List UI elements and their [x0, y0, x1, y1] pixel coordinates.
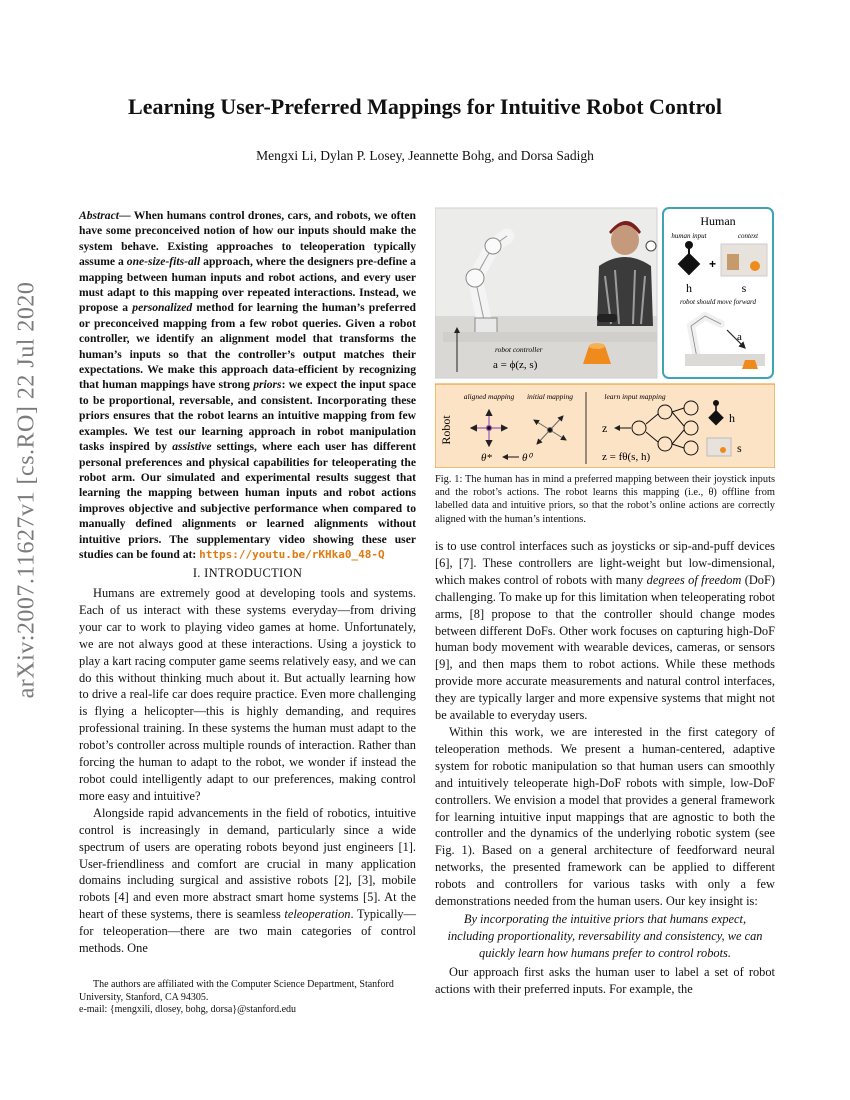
aligned-mapping-label: aligned mapping	[463, 392, 515, 401]
context-cup	[750, 261, 760, 271]
mapping-panel	[435, 384, 775, 468]
abstract-text-2: approach, where the designers pre-define a mapping between human inputs and robot actions, and every user must adapt to this mapping over repeated interactions. Instead, we propose a	[79, 255, 416, 315]
abstract-lead: Abstract	[79, 209, 119, 222]
abstract-emphasis-2: personalized	[132, 301, 193, 315]
figure-1-graphic	[435, 206, 775, 468]
abstract-emphasis-3: priors	[253, 378, 282, 392]
introduction-body	[79, 585, 416, 957]
arxiv-identifier: arXiv:2007.11627v1 [cs.RO] 22 Jul 2020	[13, 281, 40, 699]
footnote-affiliation: The authors are affiliated with the Computer Science Department, Stanford University, Stanford, CA 94305.	[79, 979, 394, 1003]
paper-title: Learning User-Preferred Mappings for Intuitive Robot Control	[128, 94, 722, 119]
abstract	[79, 208, 416, 562]
right-p1-text-a: is to use control interfaces such as joysticks or sip-and-puff devices [6], [7]. These controllers are light-weight but low-dimensional, which makes control of robots with many	[435, 539, 775, 587]
abstract-text-4: : we expect the input space to be proportional, reversable, and consistent. Incorporating these priors ensures that the robot learns an intuitive mapping from few examples. We test our learning approach in robot manipulation tasks inspired by	[79, 378, 417, 454]
right-paragraph-2: Within this work, we are interested in the first category of teleoperation methods. We present a human-centered, adaptive system for robotic manipulation so that human users can smoothly and intuitively teleoperate high-DoF robots with simple, low-DoF controllers. We envision a model that provides a general framework for learning intuitive input mappings that are agnostic to both the controller and the dynamics of the underlying robotic system (see Fig. 1). Based on a general architecture of feedforward neural networks, the presented framework can be applied to different robots and controllers for various tasks with only a few demonstrations needed from the human users. Our key insight is:	[435, 724, 775, 909]
abstract-text-1: — When humans control drones, cars, and robots, we often have some preconceived notion of how our inputs should make the system behave. Existing approaches to teleoperation typically assume a	[79, 209, 416, 269]
intro-p2-text-b: . Typically—for teleoperation—there are two main categories of control methods. One	[79, 907, 416, 956]
h-label-panel: h	[729, 411, 735, 425]
right-p1-emphasis: degrees of freedom	[646, 572, 742, 587]
robot-should-label: robot should move forward	[680, 298, 756, 306]
context-label: context	[737, 232, 759, 240]
section-heading-introduction: I. INTRODUCTION	[192, 566, 303, 580]
abstract-emphasis-1: one-size-fits-all	[126, 255, 201, 269]
robot-controller-text: robot controller	[495, 345, 543, 354]
z-equation: z = fθ(s, h)	[602, 451, 651, 463]
intro-p2-emphasis: teleoperation	[284, 907, 351, 922]
robot-label: Robot	[439, 415, 453, 445]
intro-p2-text-a: Alongside rapid advancements in the field of robotics, intuitive control is increasingly in demand, particularly since a wide spectrum of users are operating robots beyond just engineers [1]. User-friendliness and comfort are crucial in many application domains including surgical and assistive robots [2], [3], mobile robots [4] and even more abstract smart home systems [5]. At the heart of these systems, there is seamless	[79, 805, 416, 922]
key-insight: By incorporating the intuitive priors that humans expect, including proportionality, reversability and consistency, we can quickly learn how humans prefer to control robots.	[447, 911, 763, 960]
context-photo-small	[707, 438, 731, 456]
right-p1-text-b: (DoF) challenging. To make up for this limitation when teleoperating robot arms, [8] propose to that the controller should change modes between different DoFs. Other work focuses on capturing high-DoF human body movement with wearable devices, cameras, or sensors [9], and then maps them to robot actions. While these methods provide more accurate measurements and natural control interfaces, they are typically larger and more expensive systems that might not be available to everyday users.	[435, 572, 775, 723]
right-column-body	[435, 538, 775, 997]
human-box-title: Human	[700, 214, 736, 228]
figure-1-caption: Fig. 1: The human has in mind a preferred mapping between their joystick inputs and the robot’s actions. The robot learns this mapping (i.e., θ) offline from labelled data and intuitive priors, so that the robot’s online actions are correctly aligned with the human’s intentions.	[435, 474, 775, 525]
context-object	[727, 254, 739, 270]
learn-input-mapping-label: learn input mapping	[604, 392, 666, 401]
right-paragraph-3: Our approach first asks the human user to label a set of robot actions with their preferred inputs. For example, the	[435, 964, 775, 996]
arxiv-sidebar	[4, 280, 50, 700]
theta-zero-label: θ⁰	[522, 452, 532, 464]
z-label: z	[602, 421, 608, 435]
intro-paragraph-2	[79, 805, 416, 957]
context-cup-small	[720, 447, 726, 453]
right-paragraph-1	[435, 538, 775, 724]
h-label: h	[686, 281, 692, 295]
abstract-emphasis-4: assistive	[172, 440, 212, 454]
figure-1	[435, 206, 775, 468]
footnote	[79, 979, 416, 1017]
plus-icon: +	[709, 257, 717, 271]
s-label: s	[741, 281, 747, 295]
abstract-text-3: method for learning the human’s preferred or preconceived mapping from a few robot queries. Given a robot controller, we identify an alignment model that transforms the human’s inputs so that the controller’s output matches their expectations. We make this approach data-efficient by recognizing that human mappings have strong	[79, 301, 416, 392]
human-input-label: human input	[671, 232, 707, 240]
human-box	[663, 208, 773, 378]
footnote-email: e-mail: {mengxili, dlosey, bohg, dorsa}@stanford.edu	[79, 1004, 297, 1016]
s-label-panel: s	[737, 441, 742, 455]
initial-mapping-label: initial mapping	[526, 392, 574, 401]
controller-equation: a = ϕ(z, s)	[493, 359, 538, 371]
theta-star-label: θ*	[481, 452, 492, 464]
intro-paragraph-1: Humans are extremely good at developing tools and systems. Each of us interact with these systems everyday—from driving your car to work to playing video games at home. Unfortunately, we are not always good at these interactions. Using a joystick to play a kart racing computer game seems relatively easy, and we can do this without thinking much about it. But actually learning how to drive a real-life car does require practice. Even more challenging is flying a helicopter—this is highly demanding, and requires professional training. In these systems the human must adapt to the robot’s controller across multiple rounds of interaction. Rather than forcing the human to adapt to the robot, we wonder if instead the robot could intelligently adapt to our preferences, making control more easy and intuitive?	[79, 586, 416, 803]
abstract-text-5: settings, where each user has different personal preferences and physical capabilities for teleoperating the robot arm. Our simulated and experimental results suggest that learning the mapping between human inputs and robot actions improves objective and subjective performance when compared to manually defined alignments or learned alignments without intuitive priors. The supplementary video showing these user studies can be found at:	[79, 440, 416, 561]
a-label: a	[737, 331, 742, 343]
paper-authors: Mengxi Li, Dylan P. Losey, Jeannette Bohg, and Dorsa Sadigh	[256, 148, 594, 163]
teleoperation-photo	[435, 208, 657, 378]
video-link[interactable]: https://youtu.be/rKHka0_48-Q	[199, 547, 385, 561]
